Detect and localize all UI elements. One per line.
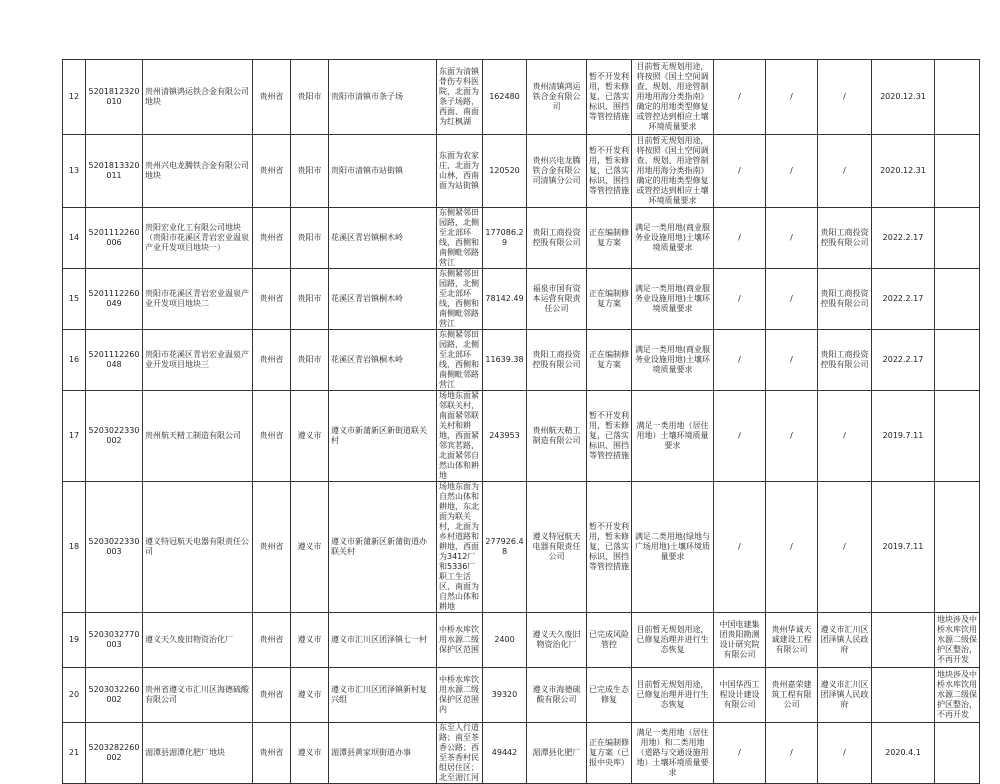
responsible-party-cell: 遵义市海德硫酸有限公司 xyxy=(527,668,587,723)
remarks-cell xyxy=(935,391,980,482)
supervising-unit-cell: / xyxy=(818,723,872,784)
site-code-cell: 5203282260002 xyxy=(86,723,143,784)
site-boundary-cell: 中桥水库饮用水源二级保护区范围 xyxy=(437,613,483,668)
supervising-unit-cell: / xyxy=(818,482,872,613)
table-row xyxy=(63,330,980,391)
design-unit-cell: / xyxy=(714,135,766,208)
province-cell: 贵州省 xyxy=(253,482,291,613)
site-boundary-cell: 东侧紧邻田园路，北侧至北部环线，西侧和南侧毗邻路营江 xyxy=(437,269,483,330)
table-row xyxy=(63,135,980,208)
row-number-cell: 15 xyxy=(63,269,86,330)
province-cell: 贵州省 xyxy=(253,135,291,208)
design-unit-cell: / xyxy=(714,482,766,613)
responsible-party-cell: 湄潭县化肥厂 xyxy=(527,723,587,784)
design-unit-cell: / xyxy=(714,391,766,482)
site-area-cell: 277926.48 xyxy=(483,482,527,613)
table-row xyxy=(63,723,980,784)
record-date-cell: 2019.7.11 xyxy=(872,391,935,482)
province-cell: 贵州省 xyxy=(253,330,291,391)
site-area-cell: 120520 xyxy=(483,135,527,208)
row-number-cell: 12 xyxy=(63,60,86,135)
table-row xyxy=(63,668,980,723)
responsible-party-cell: 贵州兴电龙腾铁合金有限公司清镇分公司 xyxy=(527,135,587,208)
site-name-cell: 贵阳市花溪区青岩宏业温泉产业开发项目地块二 xyxy=(143,269,253,330)
design-unit-cell: / xyxy=(714,723,766,784)
site-location-cell: 遵义市新蒲新区新蒲街道办联关村 xyxy=(329,482,437,613)
site-area-cell: 78142.49 xyxy=(483,269,527,330)
responsible-party-cell: 贵州清镇鸿运铁合金有限公司 xyxy=(527,60,587,135)
table-row xyxy=(63,60,980,135)
remediation-status-cell: 已完成风险管控 xyxy=(587,613,632,668)
responsible-party-cell: 贵阳工商投资控股有限公司 xyxy=(527,208,587,269)
design-unit-cell: / xyxy=(714,208,766,269)
responsible-party-cell: 贵阳工商投资控股有限公司 xyxy=(527,330,587,391)
planned-use-cell: 满足一类用地(商业服务业设施用地)土壤环境质量要求 xyxy=(632,330,714,391)
site-location-cell: 湄潭县黄家坝街道办事 xyxy=(329,723,437,784)
remarks-cell xyxy=(935,269,980,330)
construction-unit-cell: / xyxy=(766,60,818,135)
planned-use-cell: 目前暂无规划用途，将按照《国土空间调查、规划、用途管制用地用海分类指南》确定的用地类型修复或管控达到相应土壤环境质量要求 xyxy=(632,60,714,135)
province-cell: 贵州省 xyxy=(253,613,291,668)
city-cell: 遵义市 xyxy=(291,723,329,784)
construction-unit-cell: 贵州华诚天诚建设工程有限公司 xyxy=(766,613,818,668)
record-date-cell: 2022.2.17 xyxy=(872,208,935,269)
record-date-cell: 2020.12.31 xyxy=(872,135,935,208)
site-name-cell: 贵州兴电龙腾铁合金有限公司地块 xyxy=(143,135,253,208)
row-number-cell: 13 xyxy=(63,135,86,208)
construction-unit-cell: / xyxy=(766,208,818,269)
province-cell: 贵州省 xyxy=(253,668,291,723)
record-date-cell xyxy=(872,668,935,723)
site-area-cell: 177086.29 xyxy=(483,208,527,269)
site-code-cell: 5201112260049 xyxy=(86,269,143,330)
site-name-cell: 遵义天久废旧物资治化厂 xyxy=(143,613,253,668)
record-date-cell: 2022.2.17 xyxy=(872,269,935,330)
site-code-cell: 5203032260002 xyxy=(86,668,143,723)
site-boundary-cell: 东侧紧邻田园路，北侧至北部环线，西侧和南侧毗邻路营江 xyxy=(437,208,483,269)
site-name-cell: 湄潭县湄潭化肥厂地块 xyxy=(143,723,253,784)
site-area-cell: 162480 xyxy=(483,60,527,135)
city-cell: 遵义市 xyxy=(291,391,329,482)
remarks-cell xyxy=(935,60,980,135)
site-area-cell: 243953 xyxy=(483,391,527,482)
supervising-unit-cell: / xyxy=(818,135,872,208)
remediation-status-cell: 正在编制修复方案（已报中央库） xyxy=(587,723,632,784)
table-row xyxy=(63,208,980,269)
row-number-cell: 21 xyxy=(63,723,86,784)
remarks-cell xyxy=(935,723,980,784)
city-cell: 遵义市 xyxy=(291,613,329,668)
site-boundary-cell: 东侧紧邻田园路，北侧至北部环线，西侧和南侧毗邻路营江 xyxy=(437,330,483,391)
site-area-cell: 2400 xyxy=(483,613,527,668)
site-location-cell: 花溪区青岩镇桐木岭 xyxy=(329,208,437,269)
site-code-cell: 5201812320010 xyxy=(86,60,143,135)
site-boundary-cell: 东至人行道路；南至茶香公路；西至茶香村民组居住区；北至湄江河 xyxy=(437,723,483,784)
supervising-unit-cell: / xyxy=(818,391,872,482)
record-date-cell: 2020.12.31 xyxy=(872,60,935,135)
record-date-cell: 2020.4.1 xyxy=(872,723,935,784)
province-cell: 贵州省 xyxy=(253,391,291,482)
planned-use-cell: 目前暂无规划用途，将按照《国土空间调查、规划、用途管制用地用海分类指南》确定的用地类型修复或管控达到相应土壤环境质量要求 xyxy=(632,135,714,208)
planned-use-cell: 满足二类用地(绿地与广场用地)土壤环境质量要求 xyxy=(632,482,714,613)
province-cell: 贵州省 xyxy=(253,723,291,784)
site-code-cell: 5201112260006 xyxy=(86,208,143,269)
site-name-cell: 贵州清镇鸿运铁合金有限公司地块 xyxy=(143,60,253,135)
record-date-cell xyxy=(872,613,935,668)
row-number-cell: 17 xyxy=(63,391,86,482)
table-body xyxy=(63,60,980,784)
row-number-cell: 18 xyxy=(63,482,86,613)
remarks-cell xyxy=(935,330,980,391)
site-code-cell: 5201112260048 xyxy=(86,330,143,391)
record-date-cell: 2019.7.11 xyxy=(872,482,935,613)
planned-use-cell: 目前暂无规划用途，已修复治理并进行生态恢复 xyxy=(632,613,714,668)
row-number-cell: 19 xyxy=(63,613,86,668)
supervising-unit-cell: 贵阳工商投资控股有限公司 xyxy=(818,330,872,391)
construction-unit-cell: / xyxy=(766,269,818,330)
site-location-cell: 遵义市汇川区团泽镇七一村 xyxy=(329,613,437,668)
site-name-cell: 贵州省遵义市汇川区海德硫酸有限公司 xyxy=(143,668,253,723)
remediation-status-cell: 暂不开发利用，暂未修复，已落实标识、围挡等管控措施 xyxy=(587,482,632,613)
planned-use-cell: 满足一类用地（居住用地）和二类用地（道路与交通设施用地）土壤环境质量要求 xyxy=(632,723,714,784)
remarks-cell xyxy=(935,208,980,269)
site-boundary-cell: 场地东面为自然山体和耕地，东北面为联关村，北面为乡村道路和耕地，西面为3412厂和5336厂职工生活区，南面为自然山体和耕地 xyxy=(437,482,483,613)
planned-use-cell: 满足一类用地(商业服务业设施用地)土壤环境质量要求 xyxy=(632,208,714,269)
site-location-cell: 遵义市汇川区团泽镇新村复兴组 xyxy=(329,668,437,723)
city-cell: 贵阳市 xyxy=(291,135,329,208)
site-boundary-cell: 东面为农家庄，北面为山林，西南面为站街镇 xyxy=(437,135,483,208)
province-cell: 贵州省 xyxy=(253,60,291,135)
construction-unit-cell: / xyxy=(766,482,818,613)
row-number-cell: 20 xyxy=(63,668,86,723)
row-number-cell: 14 xyxy=(63,208,86,269)
site-location-cell: 花溪区青岩镇桐木岭 xyxy=(329,269,437,330)
site-area-cell: 39320 xyxy=(483,668,527,723)
remediation-status-cell: 暂不开发利用，暂未修复，已落实标识、围挡等管控措施 xyxy=(587,391,632,482)
site-name-cell: 贵阳宏业化工有限公司地块（贵阳市花溪区青岩宏业温泉产业开发项目地块一） xyxy=(143,208,253,269)
site-code-cell: 5203022330002 xyxy=(86,391,143,482)
province-cell: 贵州省 xyxy=(253,269,291,330)
responsible-party-cell: 贵州航天精工制造有限公司 xyxy=(527,391,587,482)
responsible-party-cell: 遵义特冠航天电器有限责任公司 xyxy=(527,482,587,613)
site-code-cell: 5203032770003 xyxy=(86,613,143,668)
responsible-party-cell: 福泉市国有资本运营有限责任公司 xyxy=(527,269,587,330)
supervising-unit-cell: 遵义市汇川区团泽镇人民政府 xyxy=(818,613,872,668)
responsible-party-cell: 遵义天久废旧物资治化厂 xyxy=(527,613,587,668)
supervising-unit-cell: 贵阳工商投资控股有限公司 xyxy=(818,208,872,269)
city-cell: 贵阳市 xyxy=(291,330,329,391)
site-boundary-cell: 中桥水库饮用水源二级保护区范围内 xyxy=(437,668,483,723)
design-unit-cell: / xyxy=(714,60,766,135)
planned-use-cell: 满足一类用地（居住用地）土壤环境质量要求 xyxy=(632,391,714,482)
remarks-cell: 地块涉及中桥水库饮用水源二级保护区整治，不再开发 xyxy=(935,613,980,668)
design-unit-cell: 中国电建集团贵阳勘测设计研究院有限公司 xyxy=(714,613,766,668)
remediation-status-cell: 暂不开发利用，暂未修复，已落实标识、围挡等管控措施 xyxy=(587,135,632,208)
city-cell: 贵阳市 xyxy=(291,269,329,330)
row-number-cell: 16 xyxy=(63,330,86,391)
site-name-cell: 遵义特冠航天电器有限责任公司 xyxy=(143,482,253,613)
site-location-cell: 花溪区青岩镇桐木岭 xyxy=(329,330,437,391)
site-area-cell: 49442 xyxy=(483,723,527,784)
design-unit-cell: / xyxy=(714,330,766,391)
remarks-cell xyxy=(935,482,980,613)
remarks-cell xyxy=(935,135,980,208)
site-code-cell: 5203022330003 xyxy=(86,482,143,613)
construction-unit-cell: / xyxy=(766,330,818,391)
table-row xyxy=(63,482,980,613)
remarks-cell: 地块涉及中桥水库饮用水源二级保护区整治，不再开发 xyxy=(935,668,980,723)
contaminated-sites-table xyxy=(62,59,980,784)
record-date-cell: 2022.2.17 xyxy=(872,330,935,391)
supervising-unit-cell: / xyxy=(818,60,872,135)
site-location-cell: 贵阳市清镇市站街镇 xyxy=(329,135,437,208)
table-row xyxy=(63,613,980,668)
remediation-status-cell: 已完成生态修复 xyxy=(587,668,632,723)
city-cell: 遵义市 xyxy=(291,668,329,723)
supervising-unit-cell: 遵义市汇川区团泽镇人民政府 xyxy=(818,668,872,723)
construction-unit-cell: 贵州嘉荣建筑工程有限公司 xyxy=(766,668,818,723)
planned-use-cell: 目前暂无规划用途，已修复治理并进行生态恢复 xyxy=(632,668,714,723)
site-area-cell: 11639.38 xyxy=(483,330,527,391)
planned-use-cell: 满足一类用地(商业服务业设施用地)土壤环境质量要求 xyxy=(632,269,714,330)
site-name-cell: 贵州航天精工制造有限公司 xyxy=(143,391,253,482)
city-cell: 遵义市 xyxy=(291,482,329,613)
design-unit-cell: 中国华西工程设计建设有限公司 xyxy=(714,668,766,723)
construction-unit-cell: / xyxy=(766,391,818,482)
site-boundary-cell: 东面为清镇骨伤专科医院，北面为条子场路，西面、南面为红枫湖 xyxy=(437,60,483,135)
remediation-status-cell: 正在编制修复方案 xyxy=(587,208,632,269)
design-unit-cell: / xyxy=(714,269,766,330)
site-location-cell: 遵义市新蒲新区新街道联关村 xyxy=(329,391,437,482)
city-cell: 贵阳市 xyxy=(291,208,329,269)
remediation-status-cell: 正在编制修复方案 xyxy=(587,330,632,391)
table-row xyxy=(63,269,980,330)
site-name-cell: 贵阳市花溪区青岩宏业温泉产业开发项目地块三 xyxy=(143,330,253,391)
supervising-unit-cell: 贵阳工商投资控股有限公司 xyxy=(818,269,872,330)
construction-unit-cell: / xyxy=(766,135,818,208)
remediation-status-cell: 正在编制修复方案 xyxy=(587,269,632,330)
site-location-cell: 贵阳市清镇市条子场 xyxy=(329,60,437,135)
table-row xyxy=(63,391,980,482)
construction-unit-cell: / xyxy=(766,723,818,784)
remediation-status-cell: 暂不开发利用，暂未修复，已落实标识、围挡等管控措施 xyxy=(587,60,632,135)
province-cell: 贵州省 xyxy=(253,208,291,269)
site-code-cell: 5201813320011 xyxy=(86,135,143,208)
site-boundary-cell: 场地东面紧邻联关村，南面紧邻联关村和耕地，西面紧邻宾茗路，北面紧邻自然山体和耕地 xyxy=(437,391,483,482)
city-cell: 贵阳市 xyxy=(291,60,329,135)
